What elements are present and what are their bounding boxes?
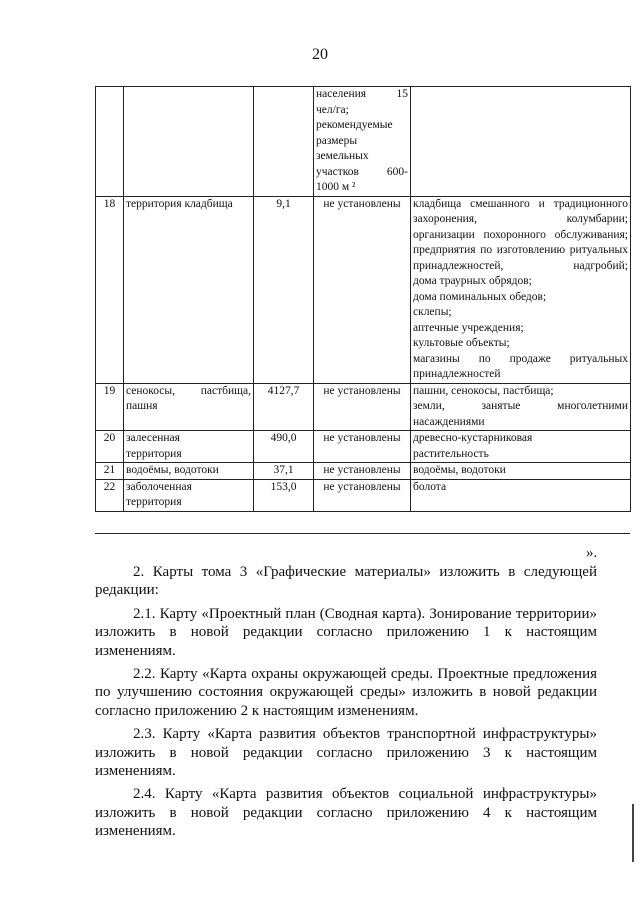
zone-uses bbox=[411, 463, 631, 480]
zone-name: заболоченная территория bbox=[124, 479, 254, 511]
cont-line: 1000 м ² bbox=[316, 181, 356, 193]
row-number: 21 bbox=[96, 463, 124, 480]
page-number: 20 bbox=[312, 46, 328, 63]
zone-area: 490,0 bbox=[254, 431, 314, 463]
cont-line: населения bbox=[316, 88, 367, 100]
amendment-text bbox=[95, 563, 597, 846]
use-item: земли, занятые многолетними насаждениями bbox=[413, 400, 628, 428]
paragraph: 2.1. Карту «Проектный план (Сводная карта). Зонирование территории» изложить в новой редакции согласно приложению 1 к настоящим изменениям. bbox=[95, 605, 597, 659]
table-row bbox=[96, 383, 631, 431]
cont-line: 600- bbox=[386, 165, 408, 178]
zone-uses bbox=[411, 383, 631, 431]
table-row bbox=[96, 463, 631, 480]
row-number: 18 bbox=[96, 196, 124, 383]
table-row bbox=[96, 431, 631, 463]
cont-line: рекомендуемые bbox=[316, 119, 393, 131]
zone-area: 9,1 bbox=[254, 196, 314, 383]
scan-edge-mark bbox=[632, 804, 634, 862]
zone-name: сенокосы, пастбища, пашня bbox=[124, 383, 254, 431]
paragraph: 2.2. Карту «Карта охраны окружающей среды. Проектные предложения по улучшению состояния окружающей среды» изложить в новой редакции согласно приложению 2 к настоящим изменениям. bbox=[95, 666, 597, 719]
cell-limits bbox=[314, 87, 411, 197]
closing-quote: ». bbox=[586, 545, 598, 561]
table-end-rule bbox=[95, 533, 630, 534]
row-number: 22 bbox=[96, 479, 124, 511]
use-item: болота bbox=[413, 480, 447, 493]
zone-area: 37,1 bbox=[254, 463, 314, 480]
zone-area: 153,0 bbox=[254, 479, 314, 511]
use-item: предприятия по изготовлению ритуальных принадлежностей, надгробий; bbox=[413, 244, 628, 272]
cell-uses bbox=[411, 87, 631, 197]
zone-name: залесенная территория bbox=[124, 431, 254, 463]
cell-num bbox=[96, 87, 124, 197]
use-item: организации похоронного обслуживания; bbox=[413, 228, 628, 241]
cont-line: участков bbox=[316, 165, 359, 178]
use-item: культовые объекты; bbox=[413, 337, 510, 349]
zone-uses bbox=[411, 196, 631, 383]
use-item: дома поминальных обедов; bbox=[413, 290, 547, 303]
use-item: магазины по продаже ритуальных принадлежностей bbox=[413, 352, 628, 380]
cont-line: земельных bbox=[316, 150, 369, 162]
row-number: 19 bbox=[96, 383, 124, 431]
zone-uses bbox=[411, 479, 631, 511]
zone-name: водоёмы, водотоки bbox=[124, 463, 254, 480]
table-row-continued bbox=[96, 87, 631, 197]
cont-line: 15 bbox=[396, 88, 408, 100]
use-item: водоёмы, водотоки bbox=[413, 464, 506, 476]
zone-name: территория кладбища bbox=[124, 196, 254, 383]
cell-area bbox=[254, 87, 314, 197]
row-number: 20 bbox=[96, 431, 124, 463]
zone-uses bbox=[411, 431, 631, 463]
zone-limits: не установлены bbox=[314, 431, 411, 463]
zone-limits: не установлены bbox=[314, 479, 411, 511]
zones-table bbox=[95, 86, 631, 512]
zone-limits: не установлены bbox=[314, 463, 411, 480]
use-item: кладбища смешанного и традиционного захоронения, колумбарии; bbox=[413, 197, 628, 225]
use-item: древесно-кустарниковая растительность bbox=[413, 432, 533, 460]
use-item: аптечные учреждения; bbox=[413, 321, 524, 334]
cont-line: размеры bbox=[316, 134, 358, 147]
cont-line: чел/га; bbox=[316, 103, 349, 116]
zone-area: 4127,7 bbox=[254, 383, 314, 431]
zone-limits: не установлены bbox=[314, 196, 411, 383]
paragraph: 2. Карты тома 3 «Графические материалы» изложить в следующей редакции: bbox=[95, 564, 597, 599]
table-row bbox=[96, 196, 631, 383]
cell-name bbox=[124, 87, 254, 197]
table-row bbox=[96, 479, 631, 511]
use-item: пашни, сенокосы, пастбища; bbox=[413, 384, 554, 397]
use-item: дома траурных обрядов; bbox=[413, 275, 532, 287]
paragraph: 2.4. Карту «Карта развития объектов социальной инфраструктуры» изложить в новой редакции согласно приложению 4 к настоящим изменениям. bbox=[95, 786, 597, 840]
use-item: склепы; bbox=[413, 306, 452, 318]
paragraph: 2.3. Карту «Карта развития объектов транспортной инфраструктуры» изложить в новой редакции согласно приложению 3 к настоящим изменениям. bbox=[95, 726, 597, 780]
zone-limits: не установлены bbox=[314, 383, 411, 431]
